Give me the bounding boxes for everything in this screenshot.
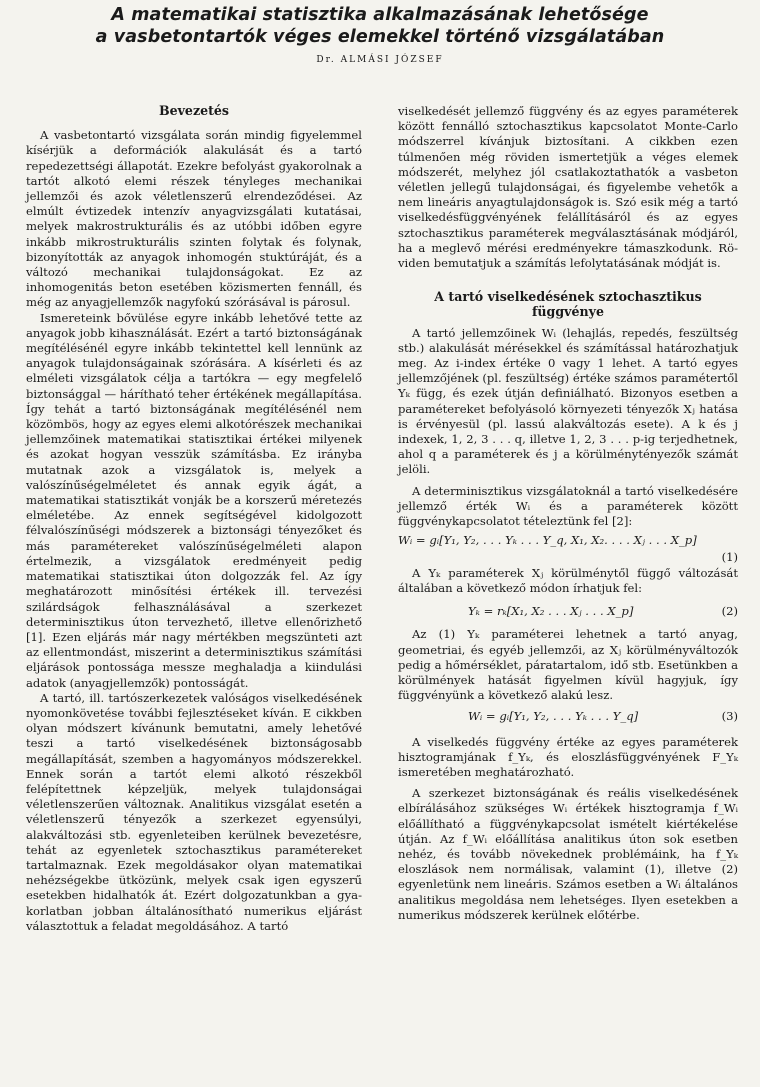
equation-2-text: Yₖ = rₖ[X₁, X₂ . . . Xⱼ . . . X_p] [468, 604, 634, 619]
paragraph: A szerkezet biztonságának és reális viselkedésének elbírálásához szükséges Wᵢ értékek hisztogramja f_Wᵢ előállítható a függvénykapcsolat ismételt kiértékelése útján. Az f_Wᵢ előállítása analitikus úton sok esetben nehéz, és tovább növekednek problémáink, ha f_Yₖ eloszlások nem normálisak, valamint (1), illetve (2) egyenletünk nem lineáris. Számos esetben a Wᵢ általános analitikus megoldása nem lehetséges. Ilyen esetekben a numerikus módszerek kerülnek előtérbe. [398, 786, 738, 922]
equation-1-number: (1) [721, 550, 738, 565]
paragraph: A Yₖ paraméterek Xⱼ körülménytől függő változását általában a következő módon írhatjuk fel: [398, 565, 738, 595]
paragraph: viselkedését jellemző függvény és az egyes paraméterek között fennálló sztochasztikus kapcsolatot Monte-Carlo módszerrel kívánjuk biztosítani. A cikkben ezen túlmenően még röviden ismertetjük a véges elemek módszerét, melyhez jól csatlakoztathatók a vasbeton véletlen jellegű tulajdonságai, és figyelembe vehetők a nem lineáris anyagtulajdonságok is. Szó esik még a tartó viselkedésfüggvényének felállításáról és az egyes sztochasztikus paraméterek megválasztásának módjáról, ha a meglevő mérési eredményekre támaszkodunk. Röviden bemutatjuk a számítás lefolytatásának módját is. [398, 104, 738, 271]
section-heading-stochastic-function: A tartó viselkedésének sztochasztikus függvénye [434, 289, 702, 320]
paper-title-line-2: a vasbetontartók véges elemekkel történő vizsgálatában [95, 27, 665, 47]
equation-3 [398, 709, 738, 724]
left-column [26, 103, 362, 934]
paragraph: Az (1) Yₖ paraméterei lehetnek a tartó anyag, geometriai, és egyéb jellemzői, az Xⱼ körülményváltozók pedig a hőmérséklet, páratartalom, idő stb. Esetünkben a körülmények hatását figyelmen kívül hagyjuk, így függvényünk a következő alakú lesz. [398, 627, 738, 703]
paragraph: A vasbetontartó vizsgálata során mindig figyelemmel kísérjük a deformációk alakulását és a tartó repedezettségi állapotát. Ezekre befolyást gyakorolnak a tartót alkotó elemi részek tényleges mechanikai jellemzői és azok véletlenszerű elrendeződései. Az elmúlt évtizedek intenzív anyagvizsgálati kutatásai, melyek makrostrukturális és az utóbbi időben egyre inkább mikrostrukturális szinten folytak és folynak, bizonyították az anyagok inhomogén stuktúráját, és a változó mechanikai tulajdonságokat. Ez az inhomogenitás beton esetében közismerten fennáll, és még az anyagjellemzők nagyfokú szórásával is párosul. [26, 128, 362, 310]
paragraph: A viselkedés függvény értéke az egyes paraméterek hisztogramjának f_Yₖ, és eloszlásfüggvényének F_Yₖ ismeretében meghatározható. [398, 734, 738, 779]
paragraph: A determinisztikus vizsgálatoknál a tartó viselkedésére jellemző érték Wᵢ és a paraméterek között függvénykapcsolatot tételeztünk fel [2]: [398, 483, 738, 529]
paper-title-line-1: A matematikai statisztika alkalmazásának lehetősége [111, 5, 649, 25]
paragraph: A tartó, ill. tartószerkezetek valóságos viselkedésének nyomonkövetése további fejlesztéseket kíván. E cikkben olyan módszert kívánunk bemutatni, amely lehetővé teszi a tartó viselkedésének biztonságosabb megállapítását, szemben a hagyományos módszerekkel. Ennek során a tartót elemi alkotó részekből felépítettnek képzeljük, melyek tulajdonságai véletlenszerűen változnak. Analitikus vizsgálat esetén a véletlenszerű tényezők a szerkezet egyensúlyi, alakváltozási stb. egyenleteiben kerülnek bevezetésre, tehát az egyenletek sztochasztikus paramétereket tartalmaznak. Ezek megoldásakor olyan matematikai nehézségekbe ütközünk, melyek csak igen egyszerű esetekben hidalhatók át. Ezért dolgozatunkban a gyakorlatban jobban általánosítható numerikus eljárást választottuk a feladat megoldásához. A tartó [26, 690, 362, 933]
paragraph: Ismereteink bővülése egyre inkább lehetővé tette az anyagok jobb kihasználását. Ezért a tartó biztonságának megítélésénél egyre inkább tekintettel kell lennünk az anyagok tulajdonságainak szórására. A kísérleti és az elméleti vizsgálatok célja a tartókra — egy megfelelő biztonsággal — hárítható teher értékének megállapítása. Így tehát a tartó biztonságának megítélésénél nem közömbös, hogy az egyes elemi alkotórészek mechanikai jellemzőinek matematikai statisztikai értékei milyenek és azokat hogyan vesszük számításba. Ez irányba mutatnak azok a vizsgálatok is, melyek a valószínűségelméletet és annak egyik ágát, a matematikai statisztikát vonják be a korszerű méretezés elméletébe. Az ennek segítségével kidolgozott félvalószínűségi módszerek a biztonsági tényezőket és más paramétereket valószínűségelméleti alapon értelmezik, a vizsgálatok eredményeit pedig matematikai statisztikai úton dolgozzák fel. Az így meghatározott minősítési értékek ill. tervezési szilárdságok felhasználásával a szerkezet determinisztikus úton tervezhető, illetve ellenőrizhető [1]. Ezen eljárás már nagy mértékben megszünteti azt az ellentmondást, miszerint a determinisztikus számítási eljárások pontossága messze meghaladja a kiindulási adatok (anyagjellemzők) pontosságát. [26, 310, 362, 690]
equation-2 [398, 604, 738, 619]
equation-1 [398, 533, 738, 548]
equation-3-text: Wᵢ = gᵢ[Y₁, Y₂, . . . Yₖ . . . Y_q] [468, 709, 639, 724]
right-column [398, 104, 738, 923]
paragraph: A tartó jellemzőinek Wᵢ (lehajlás, repedés, feszültség stb.) alakulását mérésekkel és számítással határozhatjuk meg. Az i-index értéke 0 vagy 1 lehet. A tartó egyes jellemzőjének (pl. feszültség) értéke számos paramétertől Yₖ függ, és ezek útján definiálható. Bizonyos esetben a paramétereket befolyásoló környezeti tényezők Xⱼ hatása is érvényesül (pl. lassú alakváltozás esete). A k és j indexek, 1, 2, 3 . . . q, illetve 1, 2, 3 . . . p-ig terjedhetnek, ahol q a paraméterek és j a körülménytényezők számát jelöli. [398, 325, 738, 477]
section-heading-introduction: Bevezetés [158, 103, 230, 118]
equation-2-number: (2) [721, 604, 738, 619]
equation-1-text: Wᵢ = gᵢ[Y₁, Y₂, . . . Yₖ . . . Y_q, X₁, X₂. . . . Xⱼ . . . X_p] [398, 533, 697, 548]
author: Dr. ALMÁSI JÓZSEF [316, 55, 444, 65]
equation-3-number: (3) [721, 709, 738, 724]
